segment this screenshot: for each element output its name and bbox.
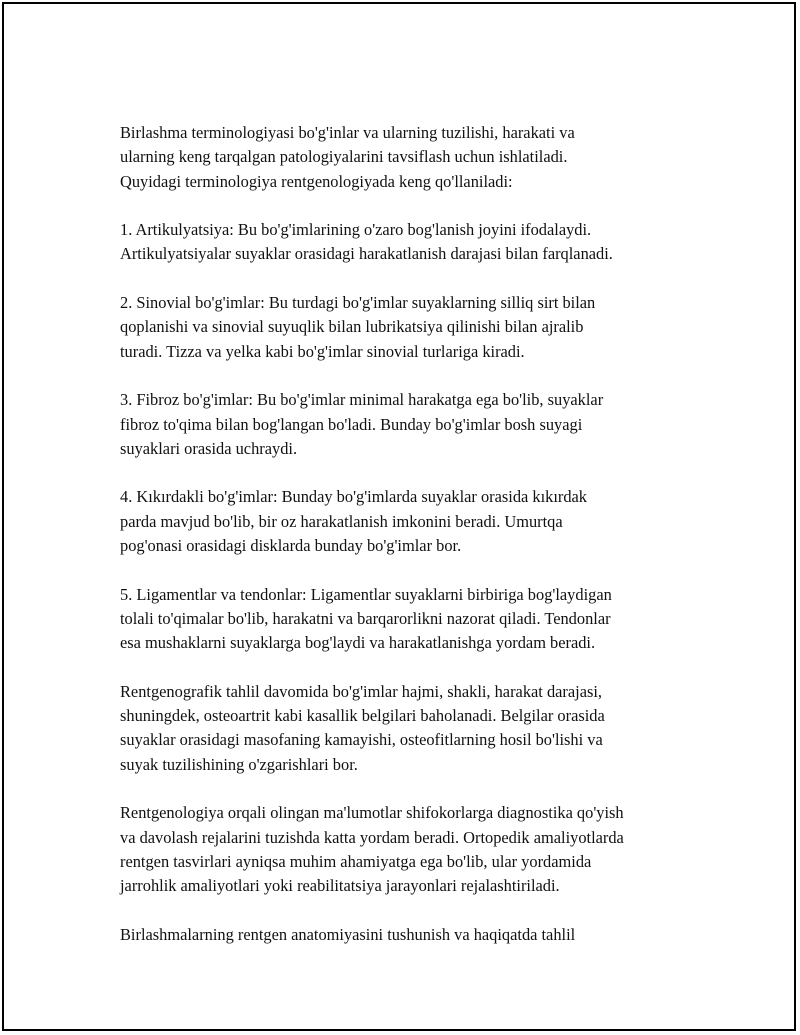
text-line: esa mushaklarni suyaklarga bog'laydi va harakatlanishga yordam beradi. xyxy=(120,633,596,653)
text-line: Artikulyatsiyalar suyaklar orasidagi harakatlanish darajasi bilan farqlanadi. xyxy=(120,244,613,264)
text-line: Quyidagi terminologiya rentgenologiyada keng qo'llaniladi: xyxy=(120,171,513,191)
paragraph-clinical-use xyxy=(120,801,720,898)
text-line: suyak tuzilishining o'zgarishlari bor. xyxy=(120,754,358,774)
paragraph-radiographic-analysis xyxy=(120,680,720,777)
text-line: 1. Artikulyatsiya: Bu bo'g'imlarining o'zaro bog'lanish joyini ifodalaydi. xyxy=(120,220,592,240)
text-line: 5. Ligamentlar va tendonlar: Ligamentlar suyaklarni birbiriga bog'laydigan xyxy=(120,584,612,604)
paragraph-item-3 xyxy=(120,388,720,461)
text-line: 2. Sinovial bo'g'imlar: Bu turdagi bo'g'imlar suyaklarning silliq sirt bilan xyxy=(120,293,596,313)
text-line: rentgen tasvirlari ayniqsa muhim ahamiyatga ega bo'lib, ular yordamida xyxy=(120,851,592,871)
text-line: turadi. Tizza va yelka kabi bo'g'imlar sinovial turlariga kiradi. xyxy=(120,341,525,361)
paragraph-closing xyxy=(120,923,720,947)
paragraph-item-1 xyxy=(120,218,720,267)
text-line: Birlashma terminologiyasi bo'g'inlar va ularning tuzilishi, harakati va xyxy=(120,123,575,142)
paragraph-item-5 xyxy=(120,583,720,656)
text-line: jarrohlik amaliyotlari yoki reabilitatsiya jarayonlari rejalashtiriladi. xyxy=(120,876,560,896)
text-line: Birlashmalarning rentgen anatomiyasini tushunish va haqiqatda tahlil xyxy=(120,924,576,944)
paragraph-intro xyxy=(120,121,720,194)
text-line: suyaklar orasidagi masofaning kamayishi, osteofitlarning hosil bo'lishi va xyxy=(120,730,603,750)
text-line: suyaklari orasida uchraydi. xyxy=(120,438,298,458)
text-line: fibroz to'qima bilan bog'langan bo'ladi. Bunday bo'g'imlar bosh suyagi xyxy=(120,414,583,434)
text-line: parda mavjud bo'lib, bir oz harakatlanish imkonini beradi. Umurtqa xyxy=(120,511,563,531)
paragraph-item-2 xyxy=(120,291,720,364)
text-line: va davolash rejalarini tuzishda katta yordam beradi. Ortopedik amaliyotlarda xyxy=(120,827,624,847)
document-body xyxy=(120,121,720,971)
document-page xyxy=(2,2,796,1031)
text-line: pog'onasi orasidagi disklarda bunday bo'g'imlar bor. xyxy=(120,536,462,556)
text-line: 3. Fibroz bo'g'imlar: Bu bo'g'imlar minimal harakatga ega bo'lib, suyaklar xyxy=(120,390,604,410)
text-line: ularning keng tarqalgan patologiyalarini tavsiflash uchun ishlatiladi. xyxy=(120,147,568,167)
text-line: 4. Kıkırdakli bo'g'imlar: Bunday bo'g'imlarda suyaklar orasida kıkırdak xyxy=(120,487,588,507)
paragraph-item-4 xyxy=(120,485,720,558)
text-line: Rentgenologiya orqali olingan ma'lumotlar shifokorlarga diagnostika qo'yish xyxy=(120,803,624,823)
text-line: Rentgenografik tahlil davomida bo'g'imlar hajmi, shakli, harakat darajasi, xyxy=(120,681,603,701)
text-line: shuningdek, osteoartrit kabi kasallik belgilari baholanadi. Belgilar orasida xyxy=(120,706,605,726)
text-line: qoplanishi va sinovial suyuqlik bilan lubrikatsiya qilinishi bilan ajralib xyxy=(120,317,584,337)
text-line: tolali to'qimalar bo'lib, harakatni va barqarorlikni nazorat qiladi. Tendonlar xyxy=(120,608,611,628)
